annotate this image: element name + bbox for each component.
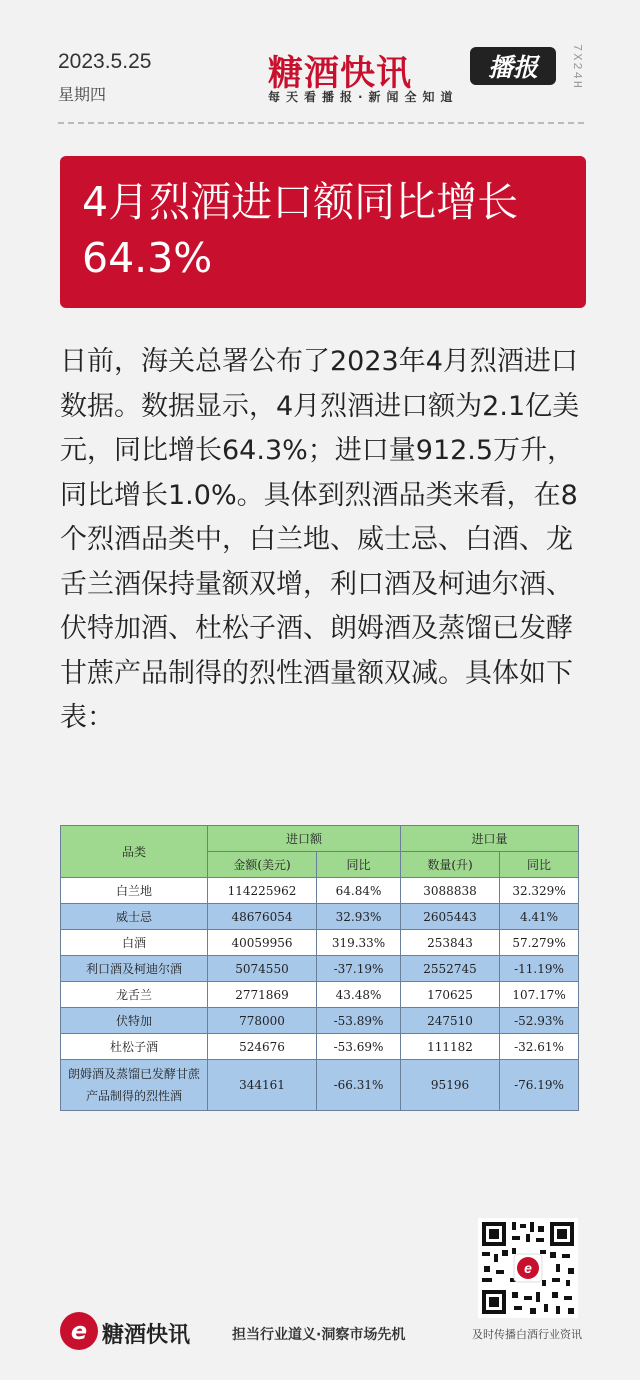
qr-caption: 及时传播白酒行业资讯 <box>472 1328 582 1341</box>
cell-category: 龙舌兰 <box>61 982 208 1008</box>
header-quantity: 数量(升) <box>401 852 500 878</box>
cell-amount-yoy: 43.48% <box>317 982 401 1008</box>
cell-amount-yoy: -66.31% <box>317 1060 401 1111</box>
table-row <box>61 1034 579 1060</box>
footer-slogan: 担当行业道义·洞察市场先机 <box>232 1327 406 1343</box>
cell-amount: 48676054 <box>208 904 317 930</box>
cell-quantity-yoy: 4.41% <box>500 904 579 930</box>
table-row <box>61 878 579 904</box>
cell-amount: 40059956 <box>208 930 317 956</box>
table-row <box>61 1008 579 1034</box>
import-data-table <box>60 825 579 1111</box>
publish-date: 2023.5.25 <box>58 50 152 73</box>
brand-title: 糖酒快讯 <box>268 53 413 94</box>
qr-center-logo: e <box>524 1260 532 1276</box>
cell-amount-yoy: 32.93% <box>317 904 401 930</box>
cell-amount: 524676 <box>208 1034 317 1060</box>
cell-quantity: 3088838 <box>401 878 500 904</box>
header-amount: 金额(美元) <box>208 852 317 878</box>
cell-quantity-yoy: -76.19% <box>500 1060 579 1111</box>
cell-category: 白酒 <box>61 930 208 956</box>
page-header <box>0 0 640 130</box>
footer-brand-logo: e <box>60 1312 98 1350</box>
cell-amount: 778000 <box>208 1008 317 1034</box>
brand-slogan: 每天看播报·新闻全知道 <box>268 90 459 104</box>
cell-quantity-yoy: 107.17% <box>500 982 579 1008</box>
table-row <box>61 904 579 930</box>
cell-category: 伏特加 <box>61 1008 208 1034</box>
cell-category: 白兰地 <box>61 878 208 904</box>
header-amount-yoy: 同比 <box>317 852 401 878</box>
cell-quantity-yoy: -32.61% <box>500 1034 579 1060</box>
header-import-volume: 进口量 <box>401 826 579 852</box>
cell-amount-yoy: -37.19% <box>317 956 401 982</box>
cell-quantity: 247510 <box>401 1008 500 1034</box>
cell-quantity-yoy: -11.19% <box>500 956 579 982</box>
cell-amount-yoy: 64.84% <box>317 878 401 904</box>
cell-amount-yoy: -53.89% <box>317 1008 401 1034</box>
footer-brand-name: 糖酒快讯 <box>102 1323 191 1348</box>
table-row <box>61 930 579 956</box>
brand-badge: 播报 <box>470 47 556 85</box>
header-import-value: 进口额 <box>208 826 401 852</box>
article-body: 日前，海关总署公布了2023年4月烈酒进口数据。数据显示，4月烈酒进口额为2.1亿美元，同比增长64.3%；进口量912.5万升，同比增长1.0%。具体到烈酒品类来看，在8个烈酒品类中，白兰地、威士忌、白酒、龙舌兰酒保持量额双增，利口酒及柯迪尔酒、伏特加酒、杜松子酒、朗姆酒及蒸馏已发酵甘蔗产品制得的烈性酒量额双减。具体如下表： <box>60 346 580 733</box>
side-code: 7X24H <box>570 44 584 91</box>
headline-banner <box>60 156 586 308</box>
cell-quantity-yoy: -52.93% <box>500 1008 579 1034</box>
cell-category: 朗姆酒及蒸馏已发酵甘蔗产品制得的烈性酒 <box>61 1060 208 1111</box>
cell-amount: 5074550 <box>208 956 317 982</box>
cell-category: 杜松子酒 <box>61 1034 208 1060</box>
cell-quantity: 95196 <box>401 1060 500 1111</box>
qr-code <box>478 1218 578 1318</box>
publish-weekday: 星期四 <box>58 85 107 104</box>
cell-amount: 344161 <box>208 1060 317 1111</box>
header-category: 品类 <box>61 826 208 878</box>
cell-quantity: 2552745 <box>401 956 500 982</box>
cell-category: 威士忌 <box>61 904 208 930</box>
table-row <box>61 956 579 982</box>
cell-amount-yoy: 319.33% <box>317 930 401 956</box>
cell-quantity: 111182 <box>401 1034 500 1060</box>
header-divider <box>58 122 584 124</box>
cell-quantity-yoy: 57.279% <box>500 930 579 956</box>
cell-amount-yoy: -53.69% <box>317 1034 401 1060</box>
table-row <box>61 982 579 1008</box>
table-row <box>61 1060 579 1111</box>
cell-quantity: 170625 <box>401 982 500 1008</box>
cell-amount: 114225962 <box>208 878 317 904</box>
cell-quantity: 2605443 <box>401 904 500 930</box>
header-quantity-yoy: 同比 <box>500 852 579 878</box>
cell-quantity: 253843 <box>401 930 500 956</box>
article-headline: 4月烈酒进口额同比增长64.3% <box>82 178 519 282</box>
import-data-table-wrap <box>60 825 578 1111</box>
cell-amount: 2771869 <box>208 982 317 1008</box>
cell-quantity-yoy: 32.329% <box>500 878 579 904</box>
cell-category: 利口酒及柯迪尔酒 <box>61 956 208 982</box>
